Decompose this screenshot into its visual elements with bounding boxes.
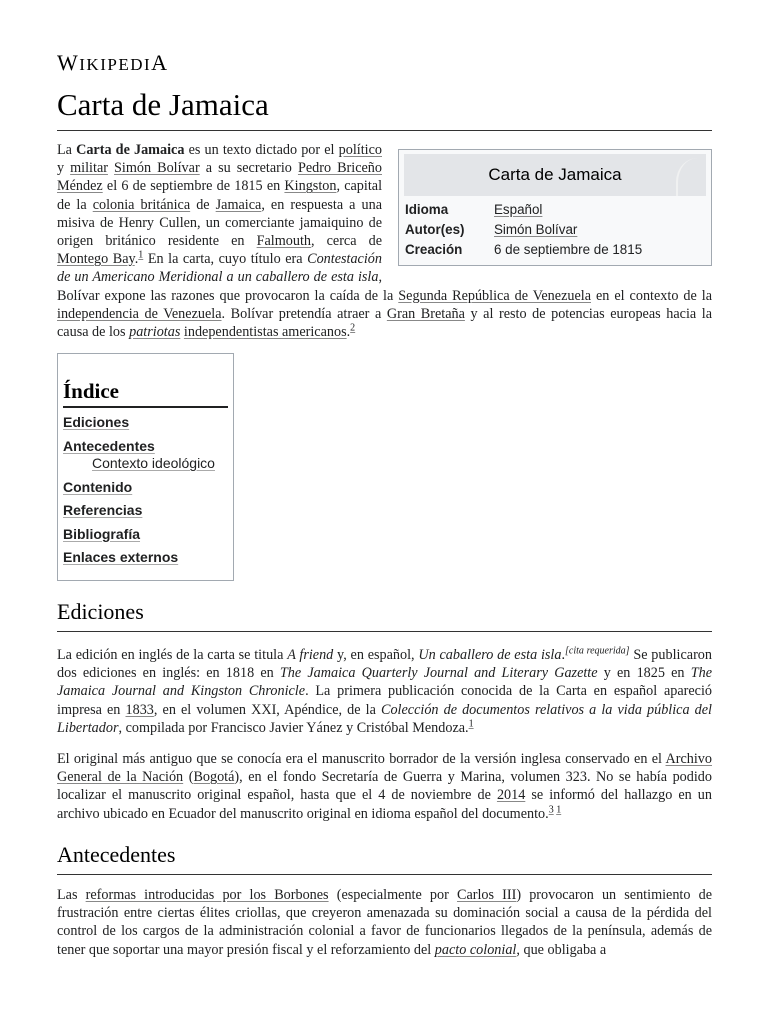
toc-link-ediciones[interactable]: Ediciones <box>63 414 130 430</box>
link-kingston[interactable]: Kingston <box>284 178 337 195</box>
toc-item <box>63 437 228 455</box>
section-heading-ediciones: Ediciones <box>57 598 712 632</box>
ediciones-paragraph-1: La edición en inglés de la carta se titula A friend y, en español, Un caballero de esta isla.[cita requerida] Se publicaron dos ediciones en inglés: en 1818 en The Jamaica Quarterly Journal and Literary Gazette y en 1825 en The Jamaica Journal and Kingston Chronicle. La primera publicación conocida de la Carta en español apareció impresa en 1833, en el volumen XXI, Apéndice, de la Colección de documentos relativos a la vida pública del Libertador, compilada por Francisco Javier Yánez y Cristóbal Mendoza.$^1$ <box>57 645 712 736</box>
toc-link-contenido[interactable]: Contenido <box>63 478 133 495</box>
toc-link-contexto-ideologico[interactable]: Contexto ideológico <box>92 455 215 471</box>
reference-link[interactable]: 3 <box>548 803 554 815</box>
link-politico[interactable]: político <box>338 142 382 158</box>
autor-link[interactable]: Simón Bolívar <box>494 222 578 237</box>
infobox-curl-decoration <box>676 158 706 196</box>
link-militar[interactable]: militar <box>70 160 108 177</box>
reference-link[interactable]: 2 <box>350 322 356 334</box>
link-gran-bretana[interactable]: Gran Bretaña <box>386 305 465 322</box>
antecedentes-paragraph-1: Las reformas introducidas por los Borbones (especialmente por Carlos III) provocaron un sentimiento de frustración entre ciertas élites criollas, que creyeron amenazada su dominación social a causa de la pérdida del control de los cargos de la administración colonial a favor de funcionarios llegados de la península, además de tener que soportar una mayor presión fiscal y el reforzamiento del pacto colonial, que obligaba a <box>57 887 712 958</box>
toc-link-antecedentes[interactable]: Antecedentes <box>63 437 155 454</box>
bold-title: Carta de Jamaica <box>76 142 185 158</box>
link-independentistas[interactable]: independentistas americanos <box>183 324 347 341</box>
toc-item <box>63 478 228 496</box>
reference-link[interactable]: 1 <box>138 249 144 261</box>
link-simon-bolivar[interactable]: Simón Bolívar <box>114 160 200 177</box>
infobox <box>398 149 712 266</box>
toc-title: Índice <box>63 378 228 408</box>
infobox-row <box>404 239 706 259</box>
link-archivo-general[interactable]: Archivo General de la Nación <box>57 751 712 786</box>
link-colonia-britanica[interactable]: colonia británica <box>92 196 191 213</box>
section-heading-antecedentes: Antecedentes <box>57 841 712 875</box>
link-pedro-briceno[interactable]: Pedro Briceño Méndez <box>57 160 382 195</box>
link-montego-bay[interactable]: Montego Bay <box>57 251 135 268</box>
infobox-value: 6 de septiembre de 1815 <box>494 242 643 257</box>
toc-link-bibliografia[interactable]: Bibliografía <box>63 525 141 542</box>
infobox-label: Creación <box>405 242 463 257</box>
infobox-title: Carta de Jamaica <box>404 154 706 196</box>
toc-item <box>63 501 228 519</box>
infobox-row <box>404 219 706 239</box>
link-jamaica[interactable]: Jamaica <box>215 196 262 213</box>
link-2014[interactable]: 2014 <box>496 787 526 804</box>
reference-link[interactable]: 1 <box>556 803 562 815</box>
infobox-value <box>493 219 706 239</box>
citation-needed[interactable]: [cita requerida] <box>564 645 630 657</box>
table-of-contents <box>57 353 234 581</box>
link-independencia-venezuela[interactable]: independencia de Venezuela <box>57 305 222 322</box>
idioma-link[interactable]: Español <box>494 202 543 217</box>
infobox-table <box>404 199 706 259</box>
toc-link-referencias[interactable]: Referencias <box>63 502 143 518</box>
link-patriotas[interactable]: patriotas <box>129 324 181 341</box>
toc-list <box>63 413 228 566</box>
link-bogota[interactable]: Bogotá <box>193 769 235 786</box>
toc-link-enlaces-externos[interactable]: Enlaces externos <box>63 549 179 565</box>
link-segunda-republica[interactable]: Segunda República de Venezuela <box>398 287 591 304</box>
link-falmouth[interactable]: Falmouth <box>256 233 311 250</box>
toc-item <box>63 413 228 431</box>
link-reformas-borbonicas[interactable]: reformas introducidas por los Borbones <box>85 887 329 903</box>
infobox-value <box>493 199 706 219</box>
infobox-label: Autor(es) <box>405 222 465 237</box>
infobox-row <box>404 199 706 219</box>
link-pacto-colonial[interactable]: pacto colonial <box>434 941 517 958</box>
infobox-label: Idioma <box>405 202 449 217</box>
toc-item <box>63 548 228 566</box>
wikipedia-logo: WIKIPEDIA <box>57 50 169 75</box>
link-1833[interactable]: 1833 <box>125 701 154 718</box>
toc-item <box>63 525 228 543</box>
reference-link[interactable]: 1 <box>468 718 474 730</box>
intro-paragraph: Carta de Jamaica Idioma Español Autor(es) Simón Bolívar Creación 6 de septiembre de 1815 La Carta de Jamaica es un texto dictado por el político y militar Simón Bolívar a su secretario Pedro Briceño Méndez el 6 de septiembre de 1815 en Kingston, capital de la colonia británica de Jamaica, en respuesta a una misiva de Henry Cullen, un comerciante jamaiquino de origen británico residente en Falmouth, cerca de Montego Bay.$^1$ En la carta, cuyo título era Contestación de un Americano Meridional a un caballero de esta isla, Bolívar expone las razones que provocaron la caída de la Segunda República de Venezuela en el contexto de la independencia de Venezuela. Bolívar pretendía atraer a Gran Bretaña y al resto de potencias europeas hacia la causa de los patriotas independentistas americanos.$^2$ <box>57 142 712 341</box>
link-carlos-iii[interactable]: Carlos III <box>456 887 517 903</box>
page-title: Carta de Jamaica <box>57 84 712 131</box>
ediciones-paragraph-2: El original más antiguo que se conocía era el manuscrito borrador de la versión inglesa conservado en el Archivo General de la Nación (Bogotá), en el fondo Secretaría de Guerra y Marina, volumen 323. No se había podido localizar el manuscrito original español, hasta que el 4 de noviembre de 2014 se informó del hallazgo en un archivo ubicado en Ecuador del manuscrito original en idioma español del documento.$^{3 1}$ <box>57 751 712 822</box>
toc-subitem <box>63 454 228 472</box>
